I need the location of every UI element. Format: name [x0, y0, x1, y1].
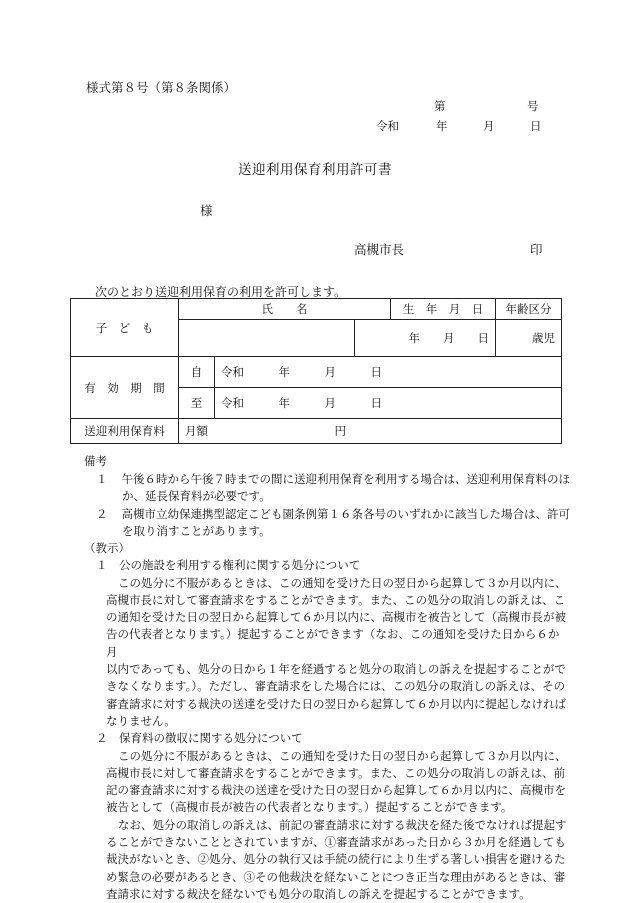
- date-month: 月: [483, 119, 495, 133]
- birth-date: 年 月 日: [408, 331, 490, 345]
- permit-table: [70, 298, 562, 444]
- kyoji-line: 告の代表者となります。）提起することができます（なお、この通知を受けた日から６か月: [106, 627, 560, 659]
- kyoji-section2-title: ２ 保育料の徴収に関する処分について: [96, 731, 303, 746]
- period-label-cell: [71, 357, 179, 419]
- note-text: を取り消すことがあります。: [122, 524, 271, 538]
- kyoji-line: ることができないこととされていますが、①審査請求があった日から３か月を経過しても: [106, 835, 566, 850]
- child-name-field[interactable]: [179, 320, 355, 357]
- date-era: 令和: [376, 119, 399, 133]
- kyoji-line: 高槻市長に対して審査請求をすることができます。また、この処分の取消しの訴えは、こ: [106, 592, 566, 607]
- kyoji-line: め緊急の必要があるとき、③その他裁決を経ないことにつき正当な理由があるときは、審: [106, 869, 566, 884]
- note-text: 高槻市立幼保連携型認定こども園条例第１６条各号のいずれかに該当した場合は、許可: [121, 506, 570, 521]
- seal-mark: 印: [530, 242, 543, 257]
- period-to: 令和 年 月 日: [221, 396, 382, 410]
- note-number: ２: [96, 506, 108, 521]
- kyoji-line: 被告として（高槻市長が被告の代表者となります。）提起することができます。: [106, 800, 513, 815]
- age-header-cell: [496, 299, 562, 320]
- note-text: 午後６時から午後７時までの間に送迎利用保育を利用する場合は、送迎利用保育料のほ: [121, 471, 570, 486]
- age-field[interactable]: [496, 320, 562, 357]
- child-label: 子 ど も: [95, 320, 154, 335]
- date-day: 日: [530, 119, 542, 133]
- birth-date-field[interactable]: [355, 320, 496, 357]
- kyoji-line: 裁決がないとき、②処分、処分の執行又は手続の続行により生ずる著しい損害を避けるた: [106, 852, 566, 867]
- period-label: 有 効 期 間: [84, 380, 165, 395]
- from-label-cell: [179, 357, 215, 388]
- intro-text: 次のとおり送迎利用保育の利用を許可します。: [95, 285, 347, 299]
- date-year: 年: [436, 119, 448, 133]
- age-value: 歳児: [532, 331, 556, 345]
- kyoji-line: の通知を受けた日の翌日から起算して６か月以内に、高槻市を被告として（高槻市長が被: [106, 610, 566, 625]
- kyoji-section1-title: １ 公の施設を利用する権利に関する処分について: [96, 558, 361, 573]
- number-prefix: 第: [434, 99, 446, 113]
- note-item: [70, 471, 570, 506]
- kyoji-line: なりません。: [106, 713, 176, 728]
- kyoji-line: 査請求に対する裁決を経ないでも処分の取消しの訴えを提起することができます。: [106, 886, 531, 901]
- note-text: か、延長保育料が必要です。: [122, 489, 271, 503]
- kyoji-line: なお、処分の取消しの訴えは、前記の審査請求に対する裁決を経た後でなければ提起す: [118, 817, 567, 832]
- fee-value: 月額 円: [185, 424, 346, 438]
- number-suffix: 号: [527, 99, 539, 113]
- period-from-field[interactable]: [215, 357, 562, 388]
- name-header-cell: [179, 299, 391, 320]
- kyoji-line: きなくなります。）。ただし、審査請求をした場合には、この処分の取消しの訴えは、その: [106, 679, 566, 694]
- notes-heading: 備考: [84, 454, 107, 468]
- to-label-cell: [179, 388, 215, 419]
- from-label: 自: [190, 365, 203, 379]
- name-header: 氏 名: [261, 302, 308, 316]
- form-number: 様式第８号（第８条関係）: [86, 80, 237, 95]
- note-item: [70, 506, 570, 541]
- child-label-cell: [71, 299, 179, 357]
- age-header: 年齢区分: [505, 302, 552, 316]
- kyoji-line: 以内であっても、処分の日から１年を経過すると処分の取消しの訴えを提起することがで: [106, 662, 566, 677]
- birth-header: 生 年 月 日: [402, 302, 484, 316]
- kyoji-line: 審査請求に対する裁決の送達を受けた日の翌日から起算して６か月以内に提起しなければ: [106, 696, 566, 711]
- kyoji-line: この処分に不服があるときは、この通知を受けた日の翌日から起算して３か月以内に、: [118, 748, 567, 763]
- fee-field[interactable]: [179, 419, 562, 444]
- kyoji-line: 高槻市長に対して審査請求をすることができます。また、この処分の取消しの訴えは、前: [106, 765, 566, 780]
- kyoji-section: [70, 540, 570, 903]
- birth-header-cell: [391, 299, 496, 320]
- issuer-name: 高槻市長: [354, 242, 405, 257]
- fee-label-cell: [71, 419, 179, 444]
- document-title: 送迎利用保育利用許可書: [238, 162, 392, 178]
- recipient-suffix: 様: [200, 203, 213, 218]
- notes-section: [70, 453, 570, 541]
- period-to-field[interactable]: [215, 388, 562, 419]
- kyoji-line: 記の審査請求に対する裁決の送達を受けた日の翌日から起算して６か月以内に、高槻市を: [106, 783, 566, 798]
- fee-label: 送迎利用保育料: [84, 424, 165, 438]
- to-label: 至: [190, 396, 203, 410]
- kyoji-heading: （教示）: [84, 541, 130, 555]
- period-from: 令和 年 月 日: [221, 365, 382, 379]
- note-number: １: [96, 471, 108, 486]
- kyoji-line: この処分に不服があるときは、この通知を受けた日の翌日から起算して３か月以内に、: [118, 575, 567, 590]
